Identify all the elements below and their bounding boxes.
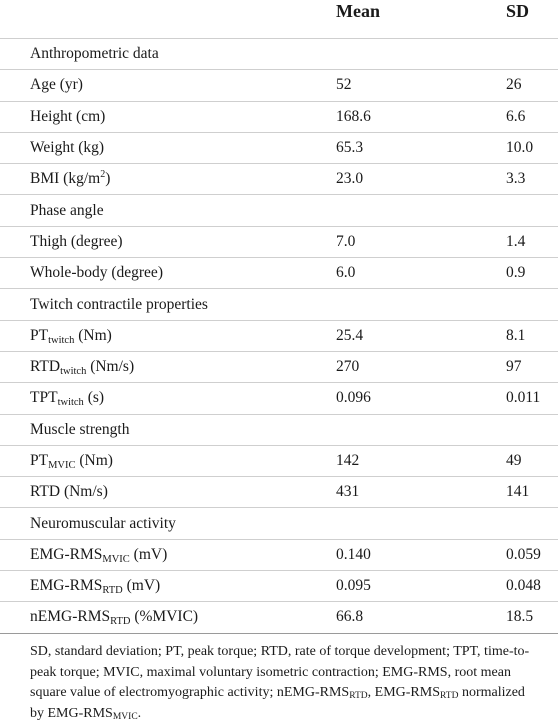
row-label-suffix: (mV) [129,545,168,563]
table-row [0,539,558,570]
footnote-text-2: , EMG-RMS [367,685,440,700]
table-row [0,195,558,226]
row-mean: 6.0 [336,258,506,289]
row-label [0,351,336,382]
row-label-text: Age (yr) [30,76,83,94]
table-row [0,70,558,101]
row-mean [336,39,506,70]
row-mean: 270 [336,351,506,382]
row-label-suffix: (%MVIC) [130,608,199,626]
row-label [0,477,336,508]
row-label [0,414,336,445]
row-label-suffix: (mV) [122,577,161,595]
row-label [0,101,336,132]
row-label-subscript: RTD [102,585,123,597]
row-label-text: Phase angle [30,201,104,219]
row-mean: 431 [336,477,506,508]
row-sd: 18.5 [506,602,558,633]
row-label-text: RTD [30,358,61,376]
row-sd: 0.9 [506,258,558,289]
row-sd: 141 [506,477,558,508]
table-row [0,383,558,414]
table-row [0,289,558,320]
row-label-text: Neuromuscular activity [30,514,176,532]
row-mean [336,414,506,445]
row-sd [506,39,558,70]
row-mean: 168.6 [336,101,506,132]
table-body [0,39,558,634]
row-sd: 1.4 [506,226,558,257]
row-label-text: Twitch contractile properties [30,295,208,313]
table-row [0,414,558,445]
row-label [0,132,336,163]
row-label-suffix: (s) [83,389,105,407]
footnote-text-4: . [137,705,142,721]
table-row [0,320,558,351]
table-row [0,477,558,508]
row-label-text: TPT [30,389,58,407]
row-label-text: Weight (kg) [30,139,105,157]
row-label-subscript: twitch [60,366,87,378]
row-label [0,508,336,539]
row-label-subscript: MVIC [102,553,130,565]
row-sd [506,289,558,320]
footnote-sub-3: MVIC [112,711,138,722]
row-mean [336,508,506,539]
row-label-subscript: twitch [48,334,75,346]
header-mean: Mean [336,0,506,39]
table-header-row [0,0,558,39]
row-label [0,164,336,195]
row-label-text: Thigh (degree) [30,232,123,250]
row-label [0,320,336,351]
row-label [0,445,336,476]
row-label [0,289,336,320]
row-sd: 8.1 [506,320,558,351]
header-label-cell [0,0,336,39]
row-label [0,571,336,602]
footnote-sub-2: RTD [440,691,459,701]
row-label-subscript: twitch [57,397,84,409]
row-label [0,602,336,633]
row-label-text: Muscle strength [30,420,130,438]
row-label [0,383,336,414]
row-mean: 7.0 [336,226,506,257]
row-label-subscript: RTD [110,616,131,628]
table-row [0,571,558,602]
table-row [0,445,558,476]
row-label-superscript: 2 [100,169,106,181]
row-sd: 97 [506,351,558,382]
row-label-text: EMG-RMS [30,545,103,563]
row-label-text: nEMG-RMS [30,608,111,626]
row-mean: 0.140 [336,539,506,570]
footnote-sub-1: RTD [349,691,368,701]
table-row [0,132,558,163]
footnote-text-1: SD, standard deviation; PT, peak torque; RTD, rate of torque development; TPT, time-to-peak torque; MVIC, maximal voluntary isometric contraction; EMG-RMS, root mean square value of electromyographic activity; nEMG-RMS [30,644,530,700]
row-label-text: RTD (Nm/s) [30,483,108,501]
row-sd: 6.6 [506,101,558,132]
row-sd: 0.011 [506,383,558,414]
table-row [0,508,558,539]
table-footnote [30,642,535,724]
table-row [0,101,558,132]
table-row [0,164,558,195]
header-sd: SD [506,0,558,39]
row-sd [506,195,558,226]
table-row [0,258,558,289]
row-label-text: PT [30,326,49,344]
row-sd: 3.3 [506,164,558,195]
row-label [0,226,336,257]
row-mean: 52 [336,70,506,101]
row-mean: 66.8 [336,602,506,633]
row-label [0,70,336,101]
row-mean: 65.3 [336,132,506,163]
table-row [0,39,558,70]
row-sd [506,508,558,539]
row-label [0,39,336,70]
row-mean: 0.096 [336,383,506,414]
row-label-suffix: (Nm/s) [86,358,135,376]
row-label-text: EMG-RMS [30,577,103,595]
row-sd: 49 [506,445,558,476]
row-label [0,195,336,226]
row-label-text: PT [30,452,49,469]
row-label-text: Whole-body (degree) [30,264,163,282]
row-sd [506,414,558,445]
table-row [0,602,558,633]
row-mean [336,195,506,226]
row-mean: 23.0 [336,164,506,195]
row-mean: 0.095 [336,571,506,602]
row-mean: 142 [336,445,506,476]
row-label-text: BMI (kg/m [30,170,101,188]
row-label [0,258,336,289]
row-mean: 25.4 [336,320,506,351]
row-label-subscript: MVIC [48,460,76,471]
row-label-suffix: (Nm) [75,452,113,469]
row-sd: 0.048 [506,571,558,602]
row-label-suffix: (Nm) [74,326,112,344]
row-sd: 10.0 [506,132,558,163]
row-label-text: Height (cm) [30,107,106,125]
table-row [0,226,558,257]
row-label-text: Anthropometric data [30,45,159,63]
row-sd: 0.059 [506,539,558,570]
row-sd: 26 [506,70,558,101]
row-label-suffix: ) [105,170,111,188]
table-row [0,351,558,382]
row-mean [336,289,506,320]
row-label [0,539,336,570]
footnote-text-3: normalized by EMG-RMS [30,685,525,721]
